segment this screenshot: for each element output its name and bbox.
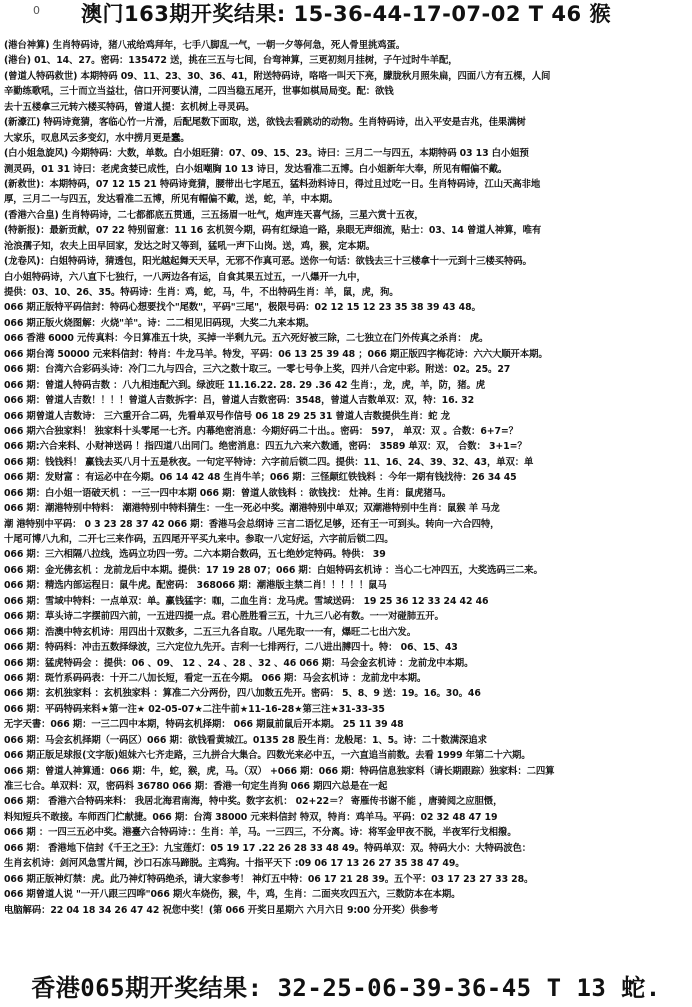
text-line: 066 期： 香港六合特码来料： 我居北海君南海，特中奖。数字玄机： 02+22＝？ 寄雁传书谢不能 ，唐骑阅之应胆慑，	[4, 796, 503, 808]
text-line: 提供：03、10、26、35。特码诗：生肖：鸡，蛇，马，牛，不出特码生肖：羊，鼠，虎，狗。	[4, 287, 399, 298]
prediction-text-body	[4, 38, 688, 965]
text-line: 沧浪孺子知，农夫上田早回家，发达之时又等到，猛吼一声下山岗。送，鸡，猴，定本期。	[4, 240, 376, 252]
text-line: 料知短兵不敢接。车师西门伫献捷。066 期：台湾 38000 元来料信封 特双，特肖：鸡羊马。平码：02 32 48 47 19	[4, 811, 498, 823]
text-line: 066 期：三六相隔八拉线，选码立功四一劳。二六本期合数码，五七绝妙定特码。特供： 39	[4, 549, 386, 561]
text-line: 066 期： 香港地下信封《千王之王》：九宝莲灯：05 19 17 .22 26 28 33 48 49。特码单双：双。特码大小：大特码波色：	[4, 842, 532, 854]
text-line: 066 期正版神灯禁：虎。此乃神灯特码绝杀，请大家参考！ 神灯五中特：06 17 21 28 39。五个平：03 17 23 27 33 28。	[4, 873, 534, 885]
text-line: 066 香港 6000 元传真料：今日算准五十块，买掉一半剩九元。五六死好被三除，二七独立在门外传真之杀肖： 虎。	[4, 333, 489, 345]
text-line: 066 期：猛虎特码会 ：提供：06 、09、 12 、24 、28 、32 、46 066 期：马会金玄机诗 ：龙前龙中本期。	[4, 657, 474, 669]
text-line: (港台) 01、14、27。密码：135472 送，挑在三五与七间，台弯神算，三更初刻月挂树，子午过时牛羊配，	[4, 55, 458, 67]
text-line: 066 期：曾道人吉数！！！！曾道人吉数拆字：吕，曾道人吉数密码：3548，曾道人吉数单双：双，特：16. 32	[4, 395, 474, 407]
text-line: 辛勤练歌吼，三十而立当益壮，信口开河要认清，二四当稳五尾开，世事如棋局局变。配：欲钱	[4, 86, 394, 98]
text-line: (白小姐急旋风) 今期特码：大数，单数。白小姐旺猜：07、09、15、23。诗曰：三月二一与四五，本期特码 03 13 白小姐预	[4, 148, 529, 160]
text-line: 生肖玄机诗：剑河风急雪片阔，沙口石冻马蹄脱。主鸡狗。十指平天下 :09 06 17 13 26 27 35 38 47 49。	[4, 858, 465, 870]
text-line: 无字天書：066 期：一三二四中本期，特码玄机择期： 066 期鼠前鼠后开本期。 25 11 39 48	[4, 719, 404, 731]
text-line: 准三七合。单双料：双，密码料 36780 066 期：香港一句定生肖狗 066 期四六总是在一起	[4, 781, 388, 792]
text-line: 066 期：斑竹系码码表：十开二八加长短，看定一五在今期。 066 期：马会玄机诗 ：龙前龙中本期。	[4, 672, 427, 684]
text-line: 066 期：钱钱料！ 赢钱去买八月十五是秋夜。一句定平特诗：六字前后锁二四。提供：11、16、24、39、32、43，单双：单	[4, 456, 534, 468]
text-line: (香港六合皇) 生肖特码诗，二七都都底五贯通，三五扬眉一吐气，炮声连天喜气扬，三星六赏十五夜，	[4, 209, 424, 221]
text-line: 066 期正版火烧图解：火烧"羊"。诗：二二相见旧码现，大奖二九来本期。	[4, 317, 315, 329]
text-line: 066 期曾道人说 "一开八跟三四哗"066 期火车烧伤，猴，牛，鸡，生肖：二面夹攻四五六，三数防本在本期。	[4, 889, 461, 901]
text-line: 电脑解码：22 04 18 34 26 47 42 祝您中奖！(第 066 开奖日星期六 六月六日 9:00 分开奖）供参考	[4, 904, 438, 916]
text-line: 白小姐特码诗，六八直下七独行，一八两边各有运，自食其果五过五，一八爆开一九中，	[4, 271, 366, 283]
text-line: (新救世)：本期特码，07 12 15 21 特码诗竟猜，腰带出七字尾五，猛料劲料诗日，得过且过吃一日。生肖特码诗，江山天高非地	[4, 178, 541, 190]
text-line: 066 期：金光佛玄机 ：龙前龙后中本期。提供：17 19 28 07；066 期：白姐特码玄机诗 ：当心二七冲四五，大奖选码三二来。	[4, 564, 543, 576]
text-line: (特新报)：最新贡献，07 22 特别留意：11 16 玄机贺今期，码有红绿追一路，泉眼无声细流，贴士：03、14 曾道人神算，唯有	[4, 225, 542, 237]
text-line: 066 期台湾 50000 元来料信封：特肖：牛龙马羊。特发，平码：06 13 25 39 48 ；066 期正版四字梅花诗：六六大顺开本期。	[4, 348, 548, 360]
text-line: 066 期曾道人吉数诗： 三六重开合二码，先看单双号作信号 06 18 29 25 31 曾道人吉数提供生肖：蛇 龙	[4, 410, 450, 422]
footer-result-title: 香港065期开奖结果: 32-25-06-39-36-45 T 13 蛇.	[31, 974, 661, 1002]
text-line: 厚，三月二一与四五，发达看准二五博，所见有帽偏不戴，送，蛇，羊，中本期。	[4, 194, 338, 206]
text-line: (龙卷风)：白姐特码诗，猜透包，阳光越起舞天天早，无邪不作真可恶。送你一句话：欲钱去三十三楼拿十一元到十三楼买特码。	[4, 256, 532, 268]
corner-mark: 0	[33, 4, 40, 17]
text-line: 066 期：草头诗二字摆前四六前，一五进四提一点。君心胜胜看三五，十九三八必有数。一一对碰肺五开。	[4, 611, 444, 623]
text-line: 066 期：潮港特别中特料： 潮港特别中特料猜生：一生一死必中奖。潮港特别中单双；双潮港特别中生肖：鼠猴 羊 马龙	[4, 503, 500, 515]
text-line: (新濠江) 特码诗竟猜，客临心竹一片滑，后配尾数下面取，送，欲钱去看跳动的动物。生肖特码诗，出入平安是吉兆，佳果满树	[4, 117, 526, 129]
text-line: 大家乐，叹息风云多变幻，水中捞月更是蠢。	[4, 132, 190, 144]
text-line: 066 期：特码料：冲击五数择绿波，三六定位九先开。吉利一七排两行，二八进出膊四十。特： 06、15、43	[4, 642, 458, 654]
text-line: 066 期：台湾六合彩码头诗：冷门二九与四合，三六之数十取三。一零七号争上奖，四并八合定中彩。附送：02。25。27	[4, 364, 511, 376]
text-line: 066 期六合独家料！ 独家料十头零尾一七齐。内幕绝密消息：今期好码二十出。。密码： 597， 单双：双 。合数：6+7=？	[4, 425, 518, 437]
text-line: 066 期：浩澳中特玄机诗：用四出十双数多，二五三九各自取。八尾先取一一有，爆旺二七出六发。	[4, 626, 416, 638]
text-line: (港台神算) 生肖特码诗，猪八戒给鸡拜年，七手八脚乱一气，一朝一夕等何急，死人骨里挑鸡蛋。	[4, 40, 406, 51]
text-line: (曾道人特码救世) 本期特码 09、11、23、30、36、41，附送特码诗，咯咯一叫天下亮，朦胧秋月照朱扁，四面八方有五棵，人间	[4, 70, 551, 82]
text-line: 066 期:六合来料、小财神送码 ！指四道八出同门。绝密消息：四五九六来六数通，密码： 3589 单双：双， 合数： 3+1=？	[4, 441, 527, 453]
text-line: 066 期：精选内部运程日：鼠牛虎。配密码： 368066 期：潮港版主禁二肖！！！！！鼠马	[4, 580, 387, 592]
text-line: 066 期：雪域中特料：一点单双：单。赢钱猛字：咖，二血生肖：龙马虎。雪域送码： 19 25 36 12 33 24 42 46	[4, 595, 489, 607]
text-line: 066 期：曾道人神算通：066 期：牛，蛇，猴，虎，马。（双） +066 期：066 期：特码信息独家料（请长期跟踪）独家料：二四算	[4, 765, 555, 777]
text-line: 测灵码，01 31 诗曰：老虎贪婪已成性，白小姐嘲胸 10 13 诗日，发达看准二五博。白小姐新年大奉，所见有帽偏不戴。	[4, 163, 508, 175]
text-line: 066 期：白小姐一语破天机 ：一三一四中本期 066 期：曾道人欲钱料 ：欲钱找： 灶神。生肖：鼠虎猪马。	[4, 487, 452, 499]
text-line: 去十五楼拿三元转六楼买特码，曾道人提：玄机树上寻灵码。	[4, 101, 255, 113]
text-line: 066 期：马会玄机择期（一码区）066 期：欲钱看黄城江。0135 28 股生肖：龙般尾：1、5。诗：二十数满深追求	[4, 734, 487, 746]
text-line: 潮 港特别中平码： 0 3 23 28 37 42 066 期：香港马会总纲诗 三言二语忆足够，还有王一可到头。转向一六合四特，	[4, 518, 500, 530]
text-line: 066 期正版特平码信封：特码心想要找个"尾数"，平码"三尾"，极限号码：02 12 15 12 23 35 38 39 43 48。	[4, 302, 481, 314]
text-line: 066 期：发财富 ：有运必中在今期。06 14 42 48 生肖牛羊；066 期：三怪颠红铁钱料 ：今年一期有钱找待：26 34 45	[4, 472, 517, 484]
text-line: 066 期：曾道人特码吉数 ：八九相违配六到。绿波旺 11.16.22. 28. 29 .36 42 生肖：，龙，虎，羊，防，猪。虎	[4, 379, 486, 391]
text-line: 066 期：玄机独家料 ：玄机独家料 ：算准二六分两份，四八加数五先开。密码： 5、8、9 送：19。16。30。46	[4, 688, 481, 700]
text-line: 066 期 ：一四三五必中奖。港臺六合特码诗：：生肖：羊，马。一三四三，不分离。诗：将军金甲夜不脱，半夜军行戈相撥。	[4, 827, 517, 839]
page-title: 澳门163期开奖结果: 15-36-44-17-07-02 T 46 猴	[81, 2, 611, 26]
text-line: 066 期正版足球报(文字版)姐妹六七齐走路，三九拼合大集合。四数光来必中五，一六直追当前数。去看 1999 年第二十六期。	[4, 750, 531, 762]
text-line: 十尾可博八九和，二开七三来作码，五四尾开平买九来中。参取一八定好运，六字前后锁二四。	[4, 534, 394, 545]
text-line: 066 期：平码特码来料★第一注★ 02-05-07★二注牛前★11-16-28★第三注★31-33-35	[4, 703, 385, 715]
